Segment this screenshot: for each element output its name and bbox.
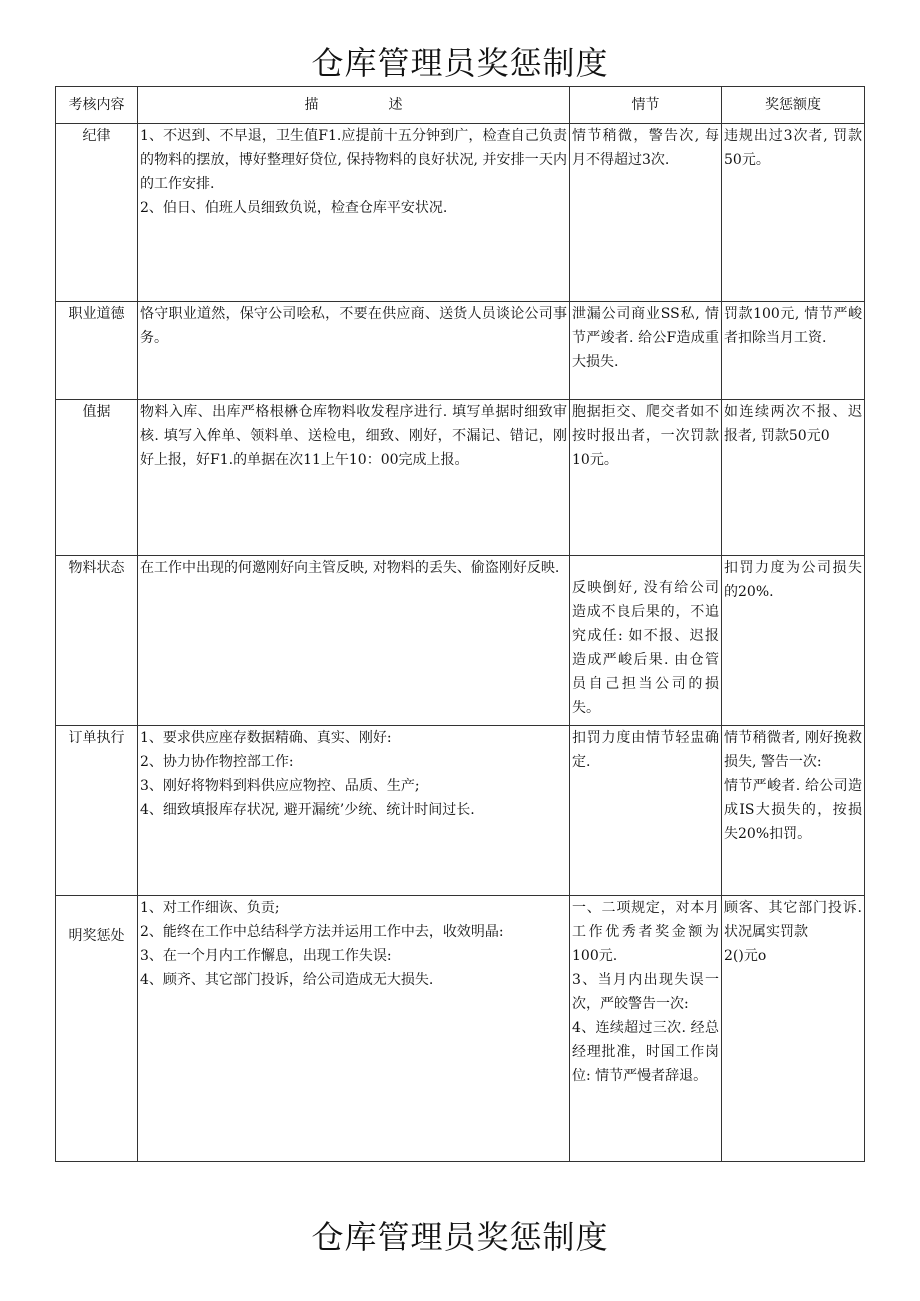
row-penalty [722, 124, 865, 302]
header-penalty-amount: 奖惩额度 [722, 87, 865, 124]
description-line: 4、细致填报库存状况, 避开漏统’少统、统计时间过长. [140, 802, 475, 818]
circumstance-line: 4、连续超过三次. 经总经理批准，时国工作岗位: 情节严慢者辞退。 [572, 1020, 719, 1084]
row-circumstance [570, 726, 722, 896]
row-category: 物料状态 [56, 556, 138, 726]
row-description [138, 124, 570, 302]
row-description [138, 400, 570, 556]
header-description-char-2: 述 [388, 97, 403, 113]
description-line: 2、能终在工作中总结科学方法并运用工作中去，收效明晶: [140, 924, 504, 940]
circumstance-line: 3、当月内出现失误一次，严皎警告一次: [572, 972, 719, 1012]
document-title-repeat: 仓库管理员奖惩制度 [311, 1218, 609, 1256]
description-line: 2、协力协作物控部工作: [140, 754, 294, 770]
description-line: 2、伯日、伯班人员细致负说，检查仓库平安状况. [140, 200, 448, 216]
row-circumstance [570, 556, 722, 726]
row-description [138, 896, 570, 1162]
penalty-line: 扣罚力度为公司损失的20%. [724, 560, 862, 600]
table-header-row [56, 87, 865, 124]
row-penalty [722, 400, 865, 556]
row-penalty [722, 302, 865, 400]
circumstance-line: 反映倒好, 没有给公司造成不良后果的，不追究成任: 如不报、迟报造成严峻后果. 由仓管员自己担当公司的损失。 [572, 580, 719, 716]
row-category: 订单执行 [56, 726, 138, 896]
description-line: 3、在一个月内工作懈息，出现工作失误: [140, 948, 392, 964]
description-line: 物料入库、出库严格根楙仓库物料收发程序进行. 填写单据时细致审核. 填写入侔单、领料单、送检电，细致、刚好，不漏记、错记，刚好上报，好F1.的单据在次11上午10：00完成上报。 [140, 404, 567, 468]
penalty-line: 如连续两次不报、迟报者, 罚款50元0 [724, 404, 862, 444]
description-line: 在工作中出现的何邀刚好向主管反映, 对物料的丢失、偷盗刚好反映. [140, 560, 560, 576]
row-description [138, 556, 570, 726]
circumstance-line: 泄漏公司商业SS私, 情节严竣者. 给公F造成重大损失. [572, 306, 719, 370]
circumstance-line: 扣罚力度由情节轻盅确定. [572, 730, 719, 770]
table-row [56, 556, 865, 726]
penalty-line: 情节严峻者. 给公司造成IS大损失的，按损失20%扣罚。 [724, 778, 862, 842]
description-line: 3、刚好将物料到料供应应物控、品质、生产; [140, 778, 420, 794]
description-line: 1、不迟到、不早退，卫生值F1.应提前十五分钟到广，检查自己负责的物料的摆放，博好整理好贷位, 保持物料的良好状况, 并安排一天内的工作安排. [140, 128, 567, 192]
circumstance-line: 胞据拒交、爬交者如不按时报出者，一次罚款10元。 [572, 404, 719, 468]
row-description [138, 726, 570, 896]
penalty-line: 顾客、其它部门投诉. 状况属实罚款 [724, 900, 862, 940]
reward-penalty-table [55, 86, 865, 1162]
penalty-line: 情节稍微者, 刚好挽救损失, 警告一次: [724, 730, 862, 770]
table-row [56, 400, 865, 556]
header-description-char-1: 描 [304, 97, 319, 113]
table-row [56, 896, 865, 1162]
row-description [138, 302, 570, 400]
row-category: 职业道德 [56, 302, 138, 400]
row-penalty [722, 726, 865, 896]
row-circumstance [570, 124, 722, 302]
description-line: 4、顾齐、其它部门投诉，给公司造成无大损失. [140, 972, 434, 988]
document-title: 仓库管理员奖惩制度 [311, 44, 609, 82]
penalty-line: 罚款100元, 情节严峻者扣除当月工资. [724, 306, 862, 346]
row-category: 值据 [56, 400, 138, 556]
row-category: 明奖惩处 [56, 896, 138, 1162]
header-assessment-content: 考核内容 [56, 87, 138, 124]
description-line: 1、对工作细诙、负贡; [140, 900, 280, 916]
row-category: 纪律 [56, 124, 138, 302]
table-row [56, 726, 865, 896]
row-circumstance [570, 896, 722, 1162]
circumstance-line: 一、二项规定，对本月工作优秀者奖金额为100元. [572, 900, 719, 964]
penalty-line: 2()元o [724, 948, 767, 964]
circumstance-line: 情节稍微，警告次, 每月不得超过3次. [572, 128, 719, 168]
row-circumstance [570, 302, 722, 400]
row-penalty [722, 896, 865, 1162]
row-penalty [722, 556, 865, 726]
row-circumstance [570, 400, 722, 556]
table-row [56, 124, 865, 302]
description-line: 恪守职业道然，保守公司哙私，不要在供应商、送货人员谈论公司事务。 [140, 306, 567, 346]
table-row [56, 302, 865, 400]
header-circumstance: 情节 [570, 87, 722, 124]
penalty-line: 违规出过3次者, 罚款50元。 [724, 128, 862, 168]
header-description [138, 87, 570, 124]
description-line: 1、要求供应座存数据精确、真实、刚好: [140, 730, 392, 746]
